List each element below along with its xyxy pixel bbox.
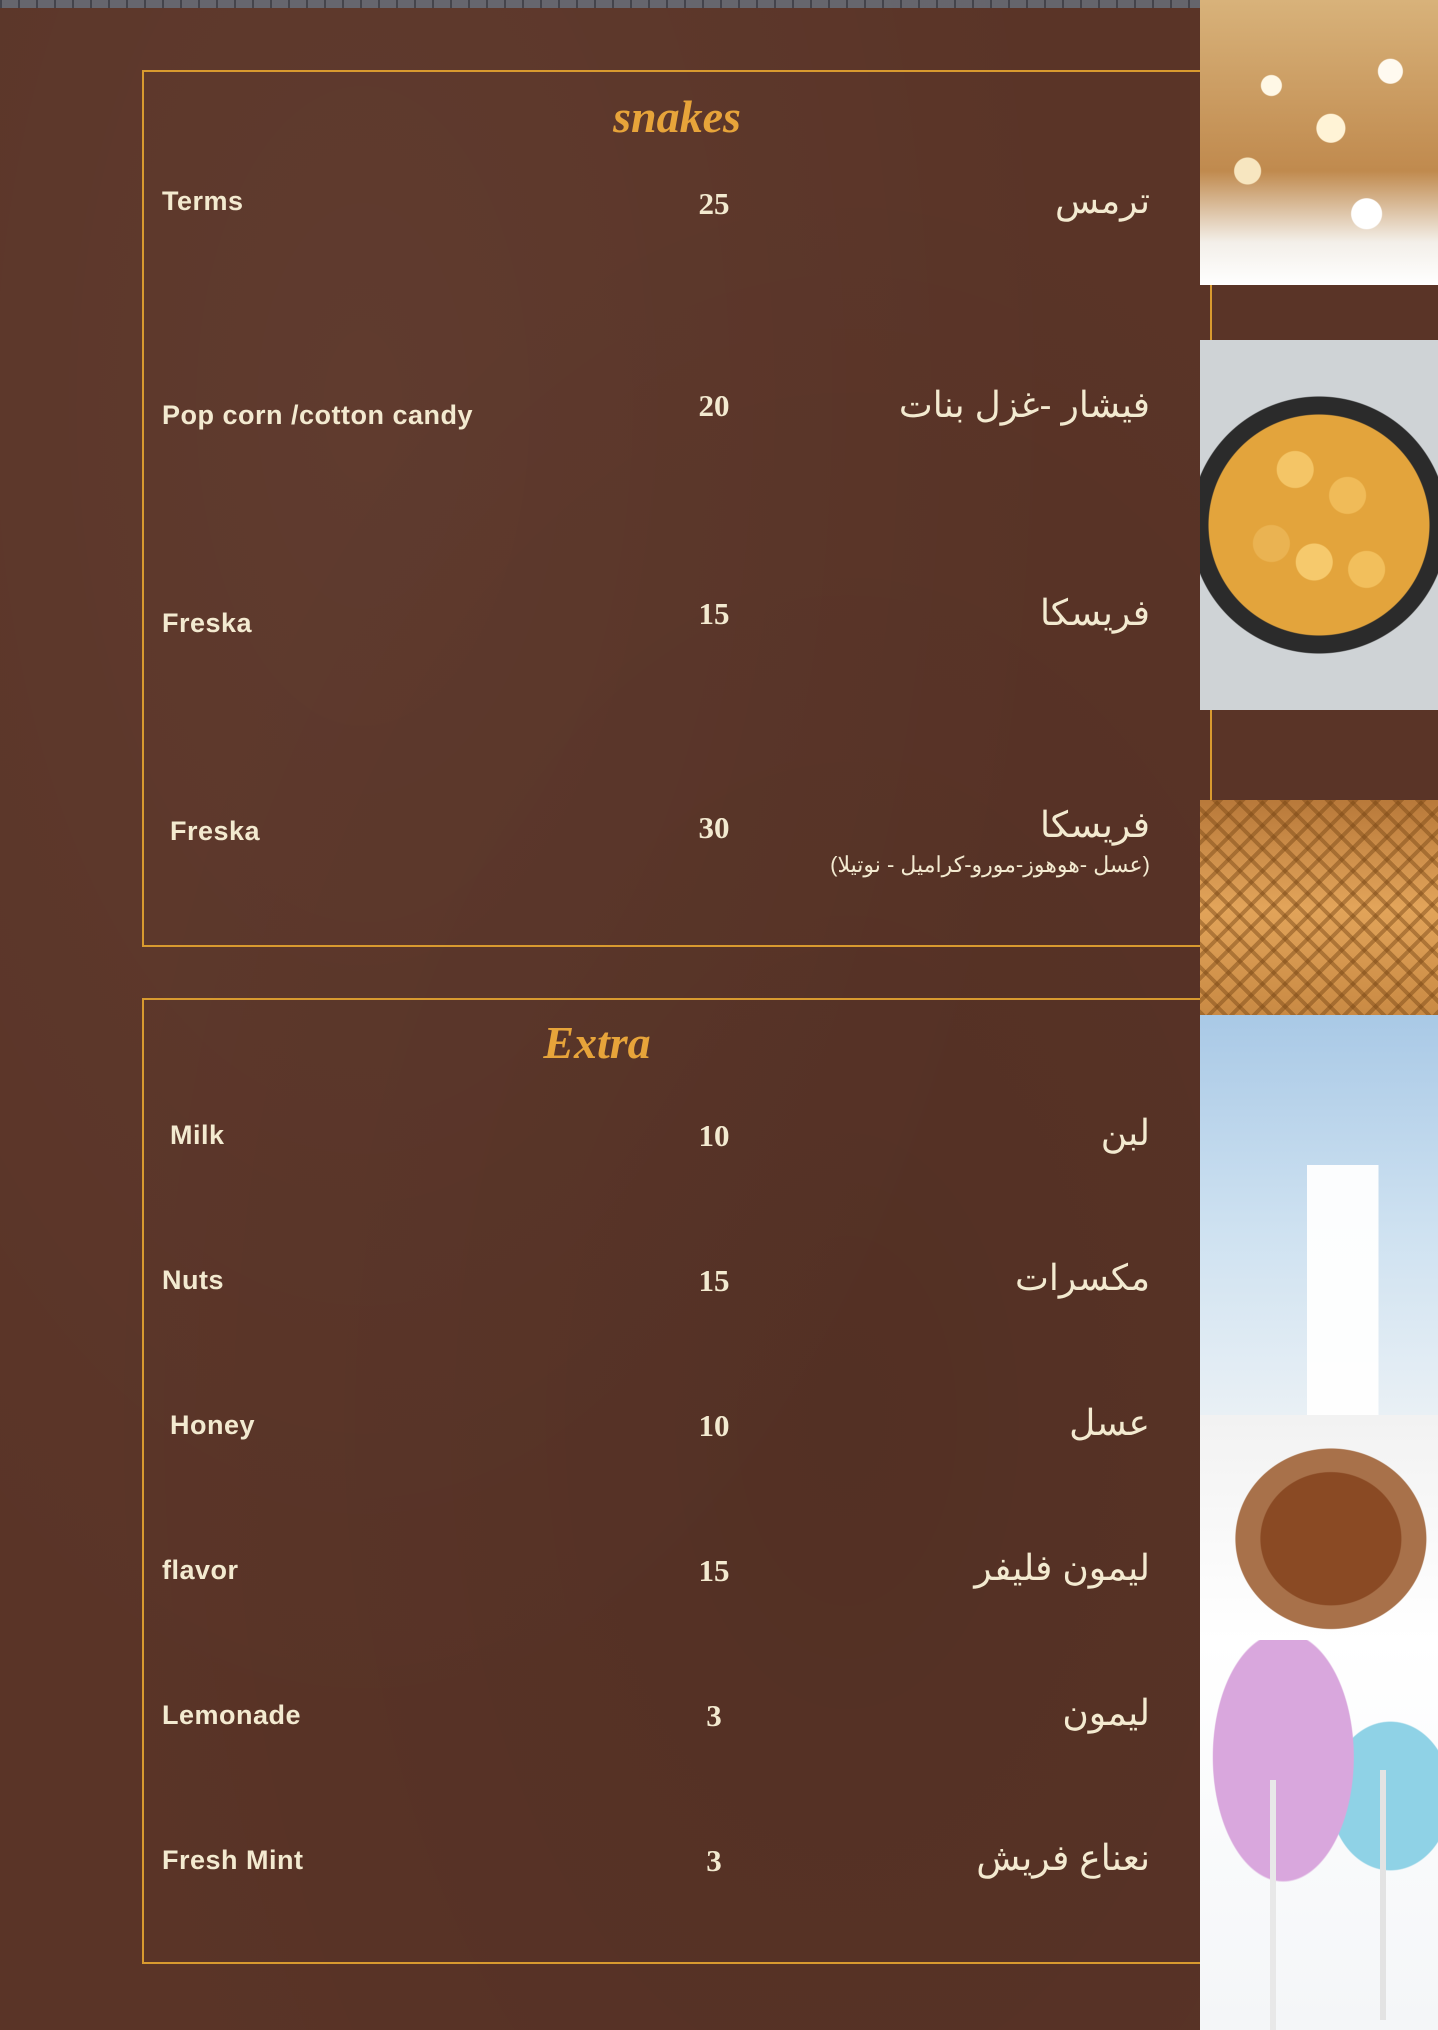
- item-name-en: Freska: [170, 816, 261, 846]
- item-description-ar: (عسل -هوهوز-مورو-كراميل - نوتيلا): [830, 852, 1150, 877]
- item-name-en: flavor: [162, 1555, 239, 1585]
- waffle-photo: [1200, 800, 1438, 1015]
- item-price: 15: [698, 596, 730, 631]
- item-price: 15: [698, 1263, 730, 1298]
- item-name-en: Terms: [162, 186, 244, 216]
- menu-item: [144, 1837, 1210, 1905]
- item-name-en: Milk: [170, 1120, 225, 1150]
- snakes-panel: [142, 70, 1212, 947]
- item-price: 3: [706, 1843, 722, 1878]
- milk-photo: [1200, 1015, 1438, 1415]
- item-name-en: Fresh Mint: [162, 1845, 304, 1875]
- item-name-en: Nuts: [162, 1265, 224, 1295]
- item-price: 10: [698, 1408, 730, 1443]
- item-name-en: Honey: [170, 1410, 256, 1440]
- item-name-ar: فيشار -غزل بنات: [898, 384, 1150, 425]
- menu-item: [144, 180, 1210, 246]
- item-name-en: Freska: [162, 608, 253, 638]
- item-name-ar: فريسكا: [1039, 592, 1150, 633]
- menu-item: [144, 384, 1210, 460]
- menu-item: [144, 592, 1210, 668]
- item-name-ar: عسل: [1069, 1402, 1150, 1443]
- nuts-photo: [1200, 1415, 1438, 1640]
- menu-item: [144, 1402, 1210, 1470]
- item-price: 15: [698, 1553, 730, 1588]
- item-name-ar: مكسرات: [1014, 1257, 1150, 1298]
- item-price: 25: [698, 186, 730, 221]
- item-price: 30: [698, 810, 730, 845]
- menu-item: [144, 1547, 1210, 1615]
- menu-item: [144, 1692, 1210, 1760]
- item-name-ar: لبن: [1100, 1112, 1150, 1153]
- extra-panel: [142, 998, 1212, 1964]
- menu-item: [144, 804, 1210, 926]
- item-name-ar: نعناع فريش: [976, 1837, 1150, 1878]
- item-name-ar: ليمون فليفر: [974, 1547, 1150, 1588]
- menu-item: [144, 1257, 1210, 1325]
- item-name-en: Pop corn /cotton candy: [162, 400, 474, 430]
- item-price: 10: [698, 1118, 730, 1153]
- item-price: 3: [706, 1698, 722, 1733]
- cotton-candy-photo: [1200, 1640, 1438, 2030]
- popcorn-photo: [1200, 0, 1438, 285]
- item-name-ar: ليمون: [1062, 1692, 1150, 1733]
- item-name-ar: فريسكا: [1039, 804, 1150, 845]
- section-title-extra: Extra: [543, 1017, 651, 1068]
- item-name-en: Lemonade: [162, 1700, 302, 1730]
- section-title-snakes: snakes: [613, 91, 741, 142]
- item-price: 20: [698, 388, 730, 423]
- menu-item: [144, 1112, 1210, 1180]
- lupini-beans-photo: [1200, 340, 1438, 710]
- item-name-ar: ترمس: [1054, 180, 1150, 221]
